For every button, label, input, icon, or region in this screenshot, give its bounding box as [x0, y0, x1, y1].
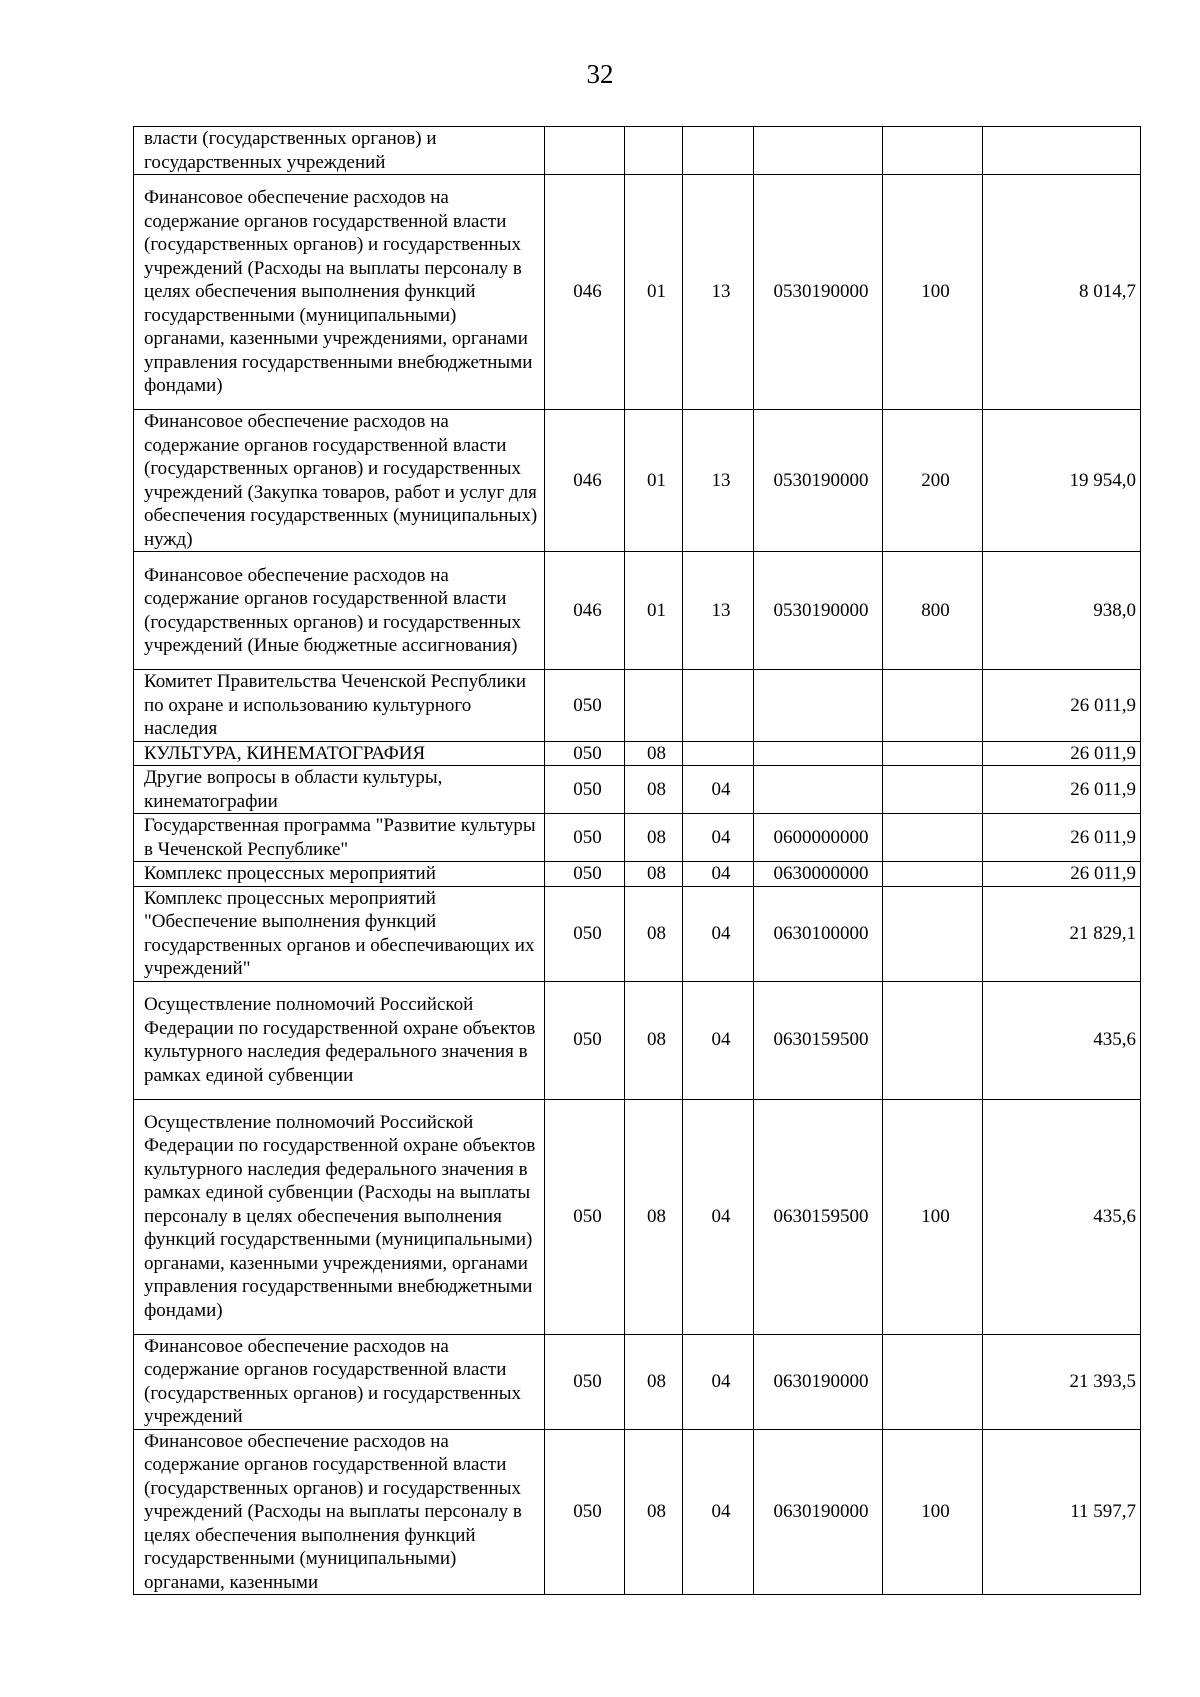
target-article-cell: 0530190000: [754, 410, 883, 552]
row-name-cell: Финансовое обеспечение расходов на содержание органов государственной власти (государственных органов) и государственных учреждений (Иные бюджетные ассигнования): [134, 552, 545, 670]
section-code-cell: [625, 127, 683, 175]
expense-type-cell: 100: [883, 1099, 983, 1334]
row-name-cell: Другие вопросы в области культуры, кинематографии: [134, 766, 545, 814]
subsection-code-cell: 04: [683, 862, 754, 887]
row-name-cell: Комплекс процессных мероприятий: [134, 862, 545, 887]
department-code-cell: 046: [545, 175, 625, 410]
amount-cell: 938,0: [983, 552, 1141, 670]
target-article-cell: 0600000000: [754, 814, 883, 862]
section-code-cell: 01: [625, 410, 683, 552]
page-number: 32: [586, 59, 614, 89]
expense-type-cell: [883, 766, 983, 814]
target-article-cell: [754, 670, 883, 742]
section-code-cell: 08: [625, 1334, 683, 1429]
section-code-cell: 08: [625, 886, 683, 981]
section-code-cell: 08: [625, 862, 683, 887]
amount-cell: 26 011,9: [983, 741, 1141, 766]
target-article-cell: [754, 741, 883, 766]
department-code-cell: 050: [545, 981, 625, 1099]
amount-cell: 21 393,5: [983, 1334, 1141, 1429]
expense-type-cell: 100: [883, 175, 983, 410]
table-row: [134, 1429, 1141, 1595]
row-name-cell: Финансовое обеспечение расходов на содержание органов государственной власти (государственных органов) и государственных учреждений (Закупка товаров, работ и услуг для обеспечения государственных (муниципальных) нужд): [134, 410, 545, 552]
table-row: [134, 741, 1141, 766]
subsection-code-cell: 04: [683, 766, 754, 814]
row-name-cell: Осуществление полномочий Российской Федерации по государственной охране объектов культурного наследия федерального значения в рамках единой субвенции (Расходы на выплаты персоналу в целях обеспечения выполнения функций государственными (муниципальными) органами, казенными учреждениями, органами управления государственными внебюджетными фондами): [134, 1099, 545, 1334]
row-name-cell: Комплекс процессных мероприятий "Обеспечение выполнения функций государственных органов и обеспечивающих их учреждений": [134, 886, 545, 981]
department-code-cell: 050: [545, 1429, 625, 1595]
subsection-code-cell: 04: [683, 1334, 754, 1429]
table-row: [134, 1334, 1141, 1429]
table-row: [134, 670, 1141, 742]
amount-cell: [983, 127, 1141, 175]
expense-type-cell: 200: [883, 410, 983, 552]
department-code-cell: 046: [545, 410, 625, 552]
section-code-cell: 08: [625, 741, 683, 766]
department-code-cell: 050: [545, 766, 625, 814]
amount-cell: 26 011,9: [983, 814, 1141, 862]
amount-cell: 26 011,9: [983, 766, 1141, 814]
subsection-code-cell: [683, 741, 754, 766]
department-code-cell: 050: [545, 741, 625, 766]
target-article-cell: 0630000000: [754, 862, 883, 887]
target-article-cell: 0630190000: [754, 1429, 883, 1595]
row-name-cell: Осуществление полномочий Российской Федерации по государственной охране объектов культурного наследия федерального значения в рамках единой субвенции: [134, 981, 545, 1099]
section-code-cell: [625, 670, 683, 742]
amount-cell: 26 011,9: [983, 862, 1141, 887]
amount-cell: 435,6: [983, 1099, 1141, 1334]
row-name-cell: Государственная программа "Развитие культуры в Чеченской Республике": [134, 814, 545, 862]
subsection-code-cell: [683, 127, 754, 175]
target-article-cell: 0630159500: [754, 981, 883, 1099]
subsection-code-cell: 04: [683, 1429, 754, 1595]
expense-type-cell: [883, 1334, 983, 1429]
subsection-code-cell: 04: [683, 814, 754, 862]
target-article-cell: 0630159500: [754, 1099, 883, 1334]
subsection-code-cell: 04: [683, 981, 754, 1099]
target-article-cell: [754, 127, 883, 175]
expense-type-cell: [883, 741, 983, 766]
department-code-cell: [545, 127, 625, 175]
amount-cell: 11 597,7: [983, 1429, 1141, 1595]
subsection-code-cell: [683, 670, 754, 742]
expense-type-cell: [883, 862, 983, 887]
expense-type-cell: 800: [883, 552, 983, 670]
expense-type-cell: 100: [883, 1429, 983, 1595]
table-row: [134, 175, 1141, 410]
row-name-cell: Комитет Правительства Чеченской Республики по охране и использованию культурного наследия: [134, 670, 545, 742]
subsection-code-cell: 13: [683, 410, 754, 552]
row-name-cell: власти (государственных органов) и государственных учреждений: [134, 127, 545, 175]
subsection-code-cell: 04: [683, 886, 754, 981]
expense-type-cell: [883, 814, 983, 862]
table-row: [134, 1099, 1141, 1334]
table-row: [134, 886, 1141, 981]
amount-cell: 8 014,7: [983, 175, 1141, 410]
section-code-cell: 01: [625, 552, 683, 670]
section-code-cell: 01: [625, 175, 683, 410]
expense-type-cell: [883, 886, 983, 981]
table-row: [134, 410, 1141, 552]
row-name-cell: Финансовое обеспечение расходов на содержание органов государственной власти (государственных органов) и государственных учреждений (Расходы на выплаты персоналу в целях обеспечения выполнения функций государственными (муниципальными) органами, казенными учреждениями, органами управления государственными внебюджетными фондами): [134, 175, 545, 410]
amount-cell: 19 954,0: [983, 410, 1141, 552]
expense-type-cell: [883, 127, 983, 175]
amount-cell: 26 011,9: [983, 670, 1141, 742]
target-article-cell: 0630190000: [754, 1334, 883, 1429]
table-row: [134, 862, 1141, 887]
expense-type-cell: [883, 670, 983, 742]
department-code-cell: 050: [545, 670, 625, 742]
department-code-cell: 050: [545, 1334, 625, 1429]
section-code-cell: 08: [625, 1429, 683, 1595]
section-code-cell: 08: [625, 981, 683, 1099]
row-name-cell: КУЛЬТУРА, КИНЕМАТОГРАФИЯ: [134, 741, 545, 766]
department-code-cell: 050: [545, 814, 625, 862]
amount-cell: 21 829,1: [983, 886, 1141, 981]
subsection-code-cell: 13: [683, 175, 754, 410]
table-row: [134, 814, 1141, 862]
amount-cell: 435,6: [983, 981, 1141, 1099]
table-row: [134, 766, 1141, 814]
section-code-cell: 08: [625, 814, 683, 862]
table-row: [134, 552, 1141, 670]
row-name-cell: Финансовое обеспечение расходов на содержание органов государственной власти (государственных органов) и государственных учреждений: [134, 1334, 545, 1429]
row-name-cell: Финансовое обеспечение расходов на содержание органов государственной власти (государственных органов) и государственных учреждений (Расходы на выплаты персоналу в целях обеспечения выполнения функций государственными (муниципальными) органами, казенными: [134, 1429, 545, 1595]
subsection-code-cell: 13: [683, 552, 754, 670]
target-article-cell: [754, 766, 883, 814]
target-article-cell: 0530190000: [754, 552, 883, 670]
section-code-cell: 08: [625, 766, 683, 814]
department-code-cell: 050: [545, 1099, 625, 1334]
subsection-code-cell: 04: [683, 1099, 754, 1334]
table-row: [134, 981, 1141, 1099]
target-article-cell: 0630100000: [754, 886, 883, 981]
section-code-cell: 08: [625, 1099, 683, 1334]
table-row: [134, 127, 1141, 175]
expense-type-cell: [883, 981, 983, 1099]
department-code-cell: 050: [545, 886, 625, 981]
budget-table: [133, 126, 1141, 1595]
department-code-cell: 046: [545, 552, 625, 670]
target-article-cell: 0530190000: [754, 175, 883, 410]
department-code-cell: 050: [545, 862, 625, 887]
